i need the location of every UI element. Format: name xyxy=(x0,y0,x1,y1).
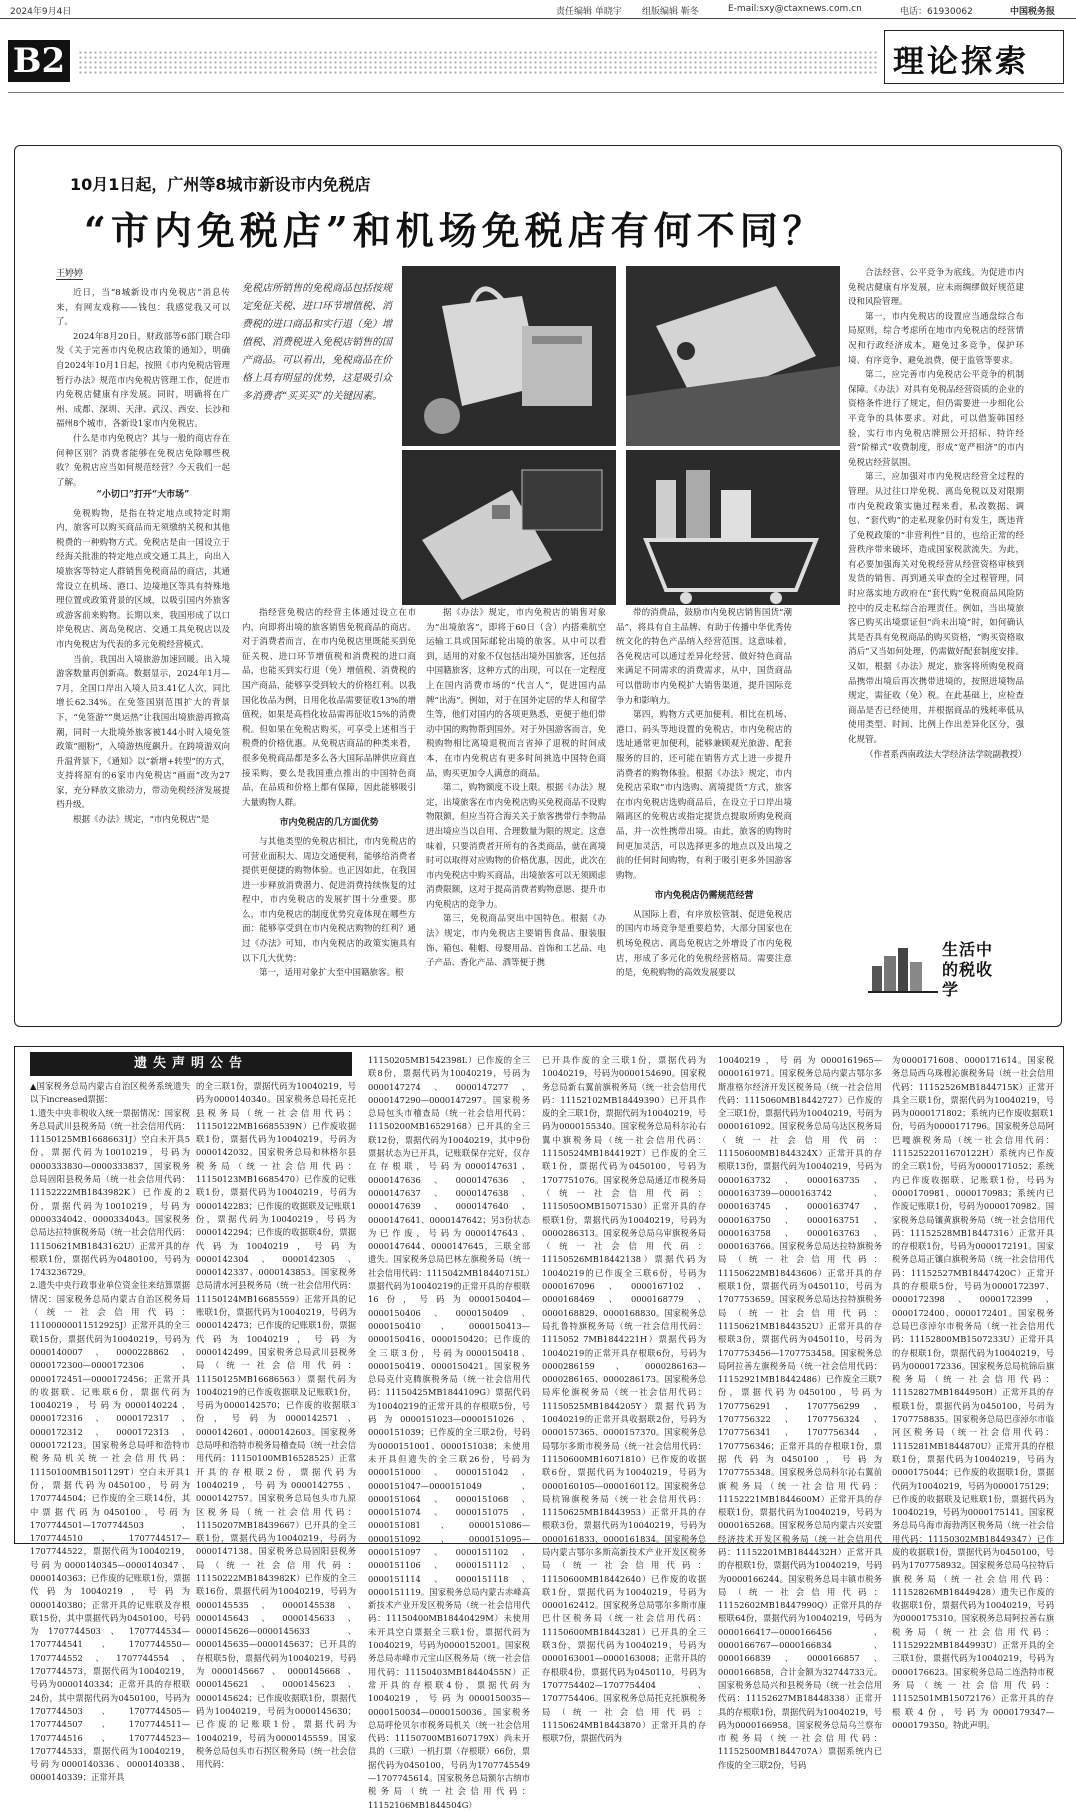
shopping-bag-illustration xyxy=(402,266,616,446)
article-col5 xyxy=(848,266,1027,918)
col5-para: 第二，应完善市内免税店公平竞争的机制保障。《办法》对具有免税品经营资质的企业的资格条件进行了规定，但仍需要进一步细化公平竞争的具体要求。对此，可以借鉴韩国经验，实行市内免税店牌照公开招标、特许经营“阶梯式”收费制度，形成“宽严相济”的市内免税店经营氛围。 xyxy=(848,370,1024,468)
col4-para: 第四，购物方式更加便利。相比在机场、港口、码头等地设置的免税店，市内免税店的选址通常更加便利，能够兼顾观光旅游、配套服务的目的，还可能在销售方式上进一步提升消费者的购物体验。根据《办法》规定，市内免税店采取“市内选购、离境提货”方式，旅客在市内免税店选购商品后，在设立于口岸出境隔离区的免税店或指定提货点提取所购免税商品，并一次性携带出境。由此，旅客的购物时间更加灵活，可以选择更多的地点以及出境之前的任何时间购物，有利于吸引更多外国游客购物。 xyxy=(616,710,792,881)
layout-label-text: 组版编辑 xyxy=(642,7,679,17)
city-skyline-icon xyxy=(868,936,938,996)
col1-heading: “小切口”打开“大市场” xyxy=(96,490,190,500)
col4-heading: 市内免税店仍需规范经营 xyxy=(654,891,754,902)
header-email: E-mail:sxy@ctaxnews.com.cn xyxy=(728,4,862,14)
notice-para: 10040219，号码为0000161965—0000161971。国家税务总局内蒙古鄂尔多斯准格尔经济开发区税务局（统一社会信用代码：1115060MB18442727）已作废的全三联1份，票据代码为10040219，号码为0000161092。国家税务总局乌达区税务局（统一社会信用代码：11150600MB1844324X）正常开具的存根联13份，票据代码为10040219，号码为0000163732、0000163735、0000163739—0000163742、0000163745、0000163747、0000163750、0000163751、0000163758、0000163763、0000163766。国家税务总局达拉特旗税务局（统一社会信用代码：11150622MB18443606）正常开具的存根联1份，票据代码为0450110，号码为1707753659。国家税务总局达拉特旗税务局（统一社会信用代码：11150621MB1844352U）正常开具的存根联3份，票据代码为0450110，号码为1707753456—1707753458。国家税务总局阿拉善左旗税务局（统一社会信用代码：11152921MB18442486）已作废全三联7份，票据代码为0450100，号码为1707756291、1707756299、1707756322、1707756324、1707756341、1707756344、1707756346；正常开具的存根联1份，票据代码为0450100，号码为1707755348。国家税务总局科尔沁右翼前旗税务局（统一社会信用代码：11152221MB1844600M）正常开具的存根联1份，票据代码为10040219，号码为0000165268。国家税务总局内蒙古兴安盟经济技术开发区税务局（统一社会信用代码：11152201MB1844432H）正常开具的存根联1份，票据代码为10040219，号码为0000166244。国家税务总局丰镇市税务局（统一社会信用代码：11152602MB18447990Q）正常开具的存根联64份，票据代码为10040219，号码为0000166417—0000166456、0000166767—0000166834、0000166839、0000166857、0000166858，合计金额为32744733元。国家税务总局兴和县税务局（统一社会信用代码：11152627MB18448338）正常开具的存根联1份，票据代码为10040219，号码为0000166958。国家税务总局乌兰察布市税务局（统一社会信用代码：11152500MB1844707A）票据系统内已作废的全三联2份，号码 xyxy=(718,1055,882,1770)
col2b-para: 第一，适用对象扩大至中国籍旅客。根 xyxy=(259,968,404,979)
credit-card-icon xyxy=(402,450,616,605)
col4b-para: 从国际上看，有序放松管制、促进免税店的国内市场竞争是重要趋势，大部分国家也在机场免税店、离岛免税店之外增设了市内免税店，形成了多元化的免税经营格局。需要注意的是，免税购物的高效发展要以 xyxy=(616,909,792,979)
notice-col6 xyxy=(892,1054,1054,1730)
notice-col2 xyxy=(196,1080,356,1770)
col5-para: 合法经营、公平竞争为底线。为促进市内免税店健康有序发展，应未雨绸缪做好规范建设和风险管理。 xyxy=(848,268,1024,308)
col2-heading: 市内免税店的几方面优势 xyxy=(279,818,379,829)
header-phone: 电话：61930062 xyxy=(900,7,973,17)
col1b-para: 当前，我国出入境旅游加速回暖。出入境游客数量再创新高。数据显示，2024年1月—7月，全国口岸出入境人员3.41亿人次，同比增长62.34%。在免签国别范围扩大的背景下，“免签游”“奥运热”让我国出境旅游再掀高潮，同时一大批境外旅客被144小时入境免签政策“圈粉”，入境游热度飙升。在跨境游双向升温背景下，《通知》以“新增+转型”的方式，支持将原有的6家市内免税店“画面”改为27家，充分释放文旅动力，带动免税经济发展提档升级。 xyxy=(56,654,230,811)
col1b-para: 免税购物，是指在特定地点或特定时期内，旅客可以购买商品而无须缴纳关税和其他税费的一种购物方式。免税店是由一国设立于经海关批准的特定地点或交通工具上，向出入境旅客等特定人群销售免税商品的商店，其通常设立在机场、港口、边境地区等具有特殊地理位置或政策背景的区域，以吸引国内外旅客或游客前来购物。长期以来，我国形成了以口岸免税店、离岛免税店、交通工具免税店以及市内免税店为代表的多元免税经营模式。 xyxy=(56,508,230,650)
notice-para: 11150205MB1542398L）已作废的全三联8份，票据代码为10040219，号码为0000147274、0000147277、0000147290—0000147297。国家税务总局包头市稽查局（统一社会信用代码：11150200MB16529168）已开具的全三联12份，票据代码为10040219，其中9份票据状态为已开具，记账联保存完好，仅存在存根联，号码为0000147631、0000147636、0000147636、0000147637、0000147638、0000147639、0000147640、0000147641、0000147642；另3份状态为已作废，号码为0000147643、0000147644、0000147645，三联全部遗失。国家税务总局巴林左旗税务局（统一社会信用代码：1115042MB18440715L）票据代码为10040219的正常开具的存根联16份，号码为0000150404—0000150406、0000150409、0000150410、0000150413—0000150416、0000150420；已作废的全三联3份，号码为0000150418、0000150419、0000150421。国家税务总局克什克腾旗税务局（统一社会信用代码：11150425MB1844109G）票据代码为10040219的正常开具的存根联5份，号码为0000151023—0000151026、0000151039；已作废的全三联2份，号码为0000151001、0000151038；未使用未开具但遗失的全三联26份，号码为0000151000、0000151042、0000151047—0000151049、0000151064、0000151068、0000151074、0000151075、0000151081、0000151086—0000151092、0000151095—0000151097、0000151102、0000151106、0000151112、0000151114、0000151118、0000151119。国家税务总局内蒙古赤峰高新技术产业开发区税务局（统一社会信用代码：11150400MB18440429M）未使用未开具空白票据全三联1份，票据代码为10040219，号码为0000152001。国家税务总局赤峰市元宝山区税务局（统一社会信用代码：11150403MB18440455N）正常开具的存根联4份，票据代码为10040219，号码为0000150035—0000150034—0000150036。国家税务总局呼伦贝尔市税务局机关（统一社会信用代码：11150700MB1607179X）尚未开具的（三联）一机打票（存根联）66份，票据代码为0450100，号码为1707745549—1707745614。国家税务总局额尔古纳市税务局（统一社会信用代码：11152106MB1844504G） xyxy=(368,1055,530,1810)
col5-para: 第一，市内免税店的设置应当通盘综合布局原则，综合考虑所在地市内免税店的经营情况和行政经济成本，避免过多竞争，保护环境、有序竞争、避免浪费，便于监管等要求。 xyxy=(848,311,1024,366)
editor-label-text: 责任编辑 xyxy=(556,7,593,17)
col2-para: 指经营免税店的经营主体通过设立在市内，向即将出境的旅客销售免税商品的商店。对于消费者而言，在市内免税店里既能买到免征关税、进口环节增值税和消费税的进口商品，也能买到实行退（免）增值税、消费税的国产商品，能够享受到较大的价格红利。以我国化妆品为例，日用化妆品需要征收13%的增值税，如果是高档化妆品需再征收15%的消费税。但如果在免税店购买，可享受上述相当于税费的价格优惠。从免税店商品的种类来看，很多免税商品都是多么各大国际品牌供应商直接采购，要么是我国重点推出的中国特色商品，在品质和价格上都有保障，因此能够吸引大量购物人群。 xyxy=(242,608,416,808)
notice-col1 xyxy=(30,1080,190,1783)
article-col3 xyxy=(426,606,606,1022)
col1b-para: 根据《办法》规定，“市内免税店”是 xyxy=(73,815,210,826)
notice-para: 为0000171608、0000171614。国家税务总局西乌珠穆沁旗税务局（统一社会信用代码：11152526MB1844715K）正常开具全三联1份，票据代码为10040219，号码为0000171802；系统内已作废收据联1份，号码为0000171796。国家税务总局阿巴嘎旗税务局（统一社会信用代码：11152522011670122H）系统内已作废的全三联1份，号码为0000171052；系统内已作废收据联、记账联1份，号码为0000170981、0000170983；系统内已作废记账联1份，号码为0000170982。国家税务总局镶黄旗税务局（统一社会信用代码：11152528MB18447316）正常开具的存根联1份，号码为0000172191。国家税务总局正镶白旗税务局（统一社会信用代码：11152527MB18447420C）正常开具的存根联5份，号码为0000172397、0000172398、0000172399、0000172400、0000172401。国家税务总局巴彦淖尔市税务局（统一社会信用代码：11152800MB1507233U）正常开具的存根联1份，票据代码为10040219，号码为0000172336。国家税务总局杭锦后旗税务局（统一社会信用代码：11152827MB1844950H）正常开具的存根联1份，票据代码为0450100，号码为1707758835。国家税务总局巴彦淖尔市临河区税务局（统一社会信用代码：1115281MB1844870U）正常开具的存根联1份，票据代码为10040219，号码为0000175044；已作废的收据联1份，票据代码为10040219，号码为0000175129；已作废的收据联及记账联1份，票据代码为10040219，号码为0000175141。国家税务总局乌海市海勃湾区税务局（统一社会信用代码：11150302MB18449347）已作废的收据联1份，票据代码为0450100，号码为1707758932。国家税务总局乌拉特后旗税务局（统一社会信用代码：11152826MB18449428）遗失已作废的收据联1份，票据代码为10040219，号码为0000175310。国家税务总局阿拉善右旗税务局（统一社会信用代码：11152922MB1844993U）正常开具的全三联1份，票据代码为10040219，号码为0000176623。国家税务总局二连浩特市税务局（统一社会信用代码：11152501MB15072176）正常开具的存根联4份，号码为0000179347—0000179350。特此声明。 xyxy=(892,1055,1054,1730)
header-date: 2024年9月4日 xyxy=(10,7,72,17)
column-badge xyxy=(868,930,1018,1000)
cart-illustration xyxy=(626,450,840,605)
col3-para: 第三，免税商品突出中国特色。根据《办法》规定，市内免税店主要销售食品、服装服饰、箱包、鞋帽、母婴用品、首饰和工艺品、电子产品、香化产品、酒等便于携 xyxy=(426,914,606,969)
shopping-cart-icon xyxy=(626,450,840,605)
section-banner xyxy=(884,30,1064,84)
article-title: “市内免税店”和机场免税店有何不同？ xyxy=(84,208,826,253)
section-rule xyxy=(8,92,1064,93)
newspaper-name: 中国税务报 xyxy=(1010,7,1056,17)
notice-title: 遗失声明公告 xyxy=(30,1052,352,1076)
col3-para: 据《办法》规定，市内免税店的销售对象为“出境旅客”，即将于60日（含）内搭乘航空运输工具或国际邮轮出境的旅客。从中可以看到，适用的对象不仅包括出境外国旅客，还包括中国籍旅客，这种方式的出现，可以在一定程度上在国内消费市场的“代言人”，促进国内品牌“出海”。例如，对于在国外定居的华人和留学生等，他们对国内的各项更熟悉，更便于他们带动中国的购物帮到国外。对于外国游客而言，免税购物相比离境退税而言省掉了退税的时间成本，在市内免税店有更多时间挑选中国特色商品，购买更加令人满意的商品。 xyxy=(426,608,606,779)
col5-para: 第三，应加强对市内免税店经营全过程的管理。从过往口岸免税、离岛免税以及对限期市内免税政策实施过程来看，私改数据、调包、“套代购”的走私现象仍时有发生，既违背了免税政策的“非营利性”目的，也给正常的经营秩序带来破坏，造成国家税款流失。为此，有必要加强海关对免税经营从经营资格审核到发货的销售、再到通关审查的全过程管理，同时应落实地方政府在“套代购”免税商品风险防控中的反走私综合治理责任。例如，当出境旅客已购买出境票证但“尚未出境”时，如何确认其是否具有免税商品的购买资格，“购买资格取消后”又当如何处理，仍需做好配套制度安排。又如，根据《办法》规定，旅客将所购免税商品携带出境后再次携带进境的，按照进境物品规定，需征收（免）税。在此基础上，应检查商品是否已经使用，并根据商品的残耗率低从使用类型、时间、比例上作出差异化区分，强化规管。 xyxy=(848,472,1024,745)
notice-col5 xyxy=(718,1054,882,1770)
notice-para: ▲国家税务总局内蒙古自治区税务系统遗失以下increased票据： xyxy=(30,1081,190,1105)
page-number: B2 xyxy=(8,40,70,82)
article-col1 xyxy=(56,286,230,488)
col2b-para: 与其他类型的免税店相比，市内免税店的可营业面积大、周边交通便利，能够给消费者提供更便捷的购物体验。也正因如此，在我国进一步释放消费潜力、促进消费持续恢复的过程中，市内免税店的发展扩围十分重要。那么，市内免税店的制度优势究竟体现在哪些方面：能够享受到在市内免税店购物的红利？通过《办法》可知，市内免税店的政策实施具有以下几大优势： xyxy=(242,836,416,964)
header-rule xyxy=(0,18,1076,19)
badge-text: 生活中的税收学 xyxy=(942,940,994,999)
section-title: 理论探索 xyxy=(893,44,1029,80)
col1-para: 近日，当“8城新设市内免税店”消息传来，有网友戏称——钱包：我感觉我又可以了。 xyxy=(56,288,230,328)
notice-para: 的全三联1份，票据代码为10040219，号码为0000140340。国家税务总局托克托县税务局（统一社会信用代码：11150122MB16685539N）已作废收据联1份，票据代码为10040219，号码为0000142032。国家税务总局和林格尔县税务局（统一社会信用代码：11150123MB16685470）已作废的记账联1份，票据代码为10040219，号码为0000142283；已作废的收据联及记账联1份，票据代码为10040219，号码为0000142294；已作废的收据联4份，票据代码为10040219，号码为0000142304、0000142305、0000142337、0000143853。国家税务总局清水河县税务局（统一社会信用代码：11150124MB16685559）正常开具的记账联1份，票据代码为10040219，号码为0000142473；已作废的记账联1份，票据代码为10040219，号码为0000142499。国家税务总局武川县税务局（统一社会信用代码：11150125MB16686563）票据代码为10040219的已作废收据联及记账联1份，号码为0000142570；已作废的收据联3份，号码为0000142571、0000142601、0000142603。国家税务总局呼和浩特市税务局稽查局（统一社会信用代码：11150100MB16528525）正常开具的存根联2份，票据代码为10040219，号码为0000142755、0000142757。国家税务总局包头市九原区税务局（统一社会信用代码：11150207MB18439667）已开具的全三联1份，票据代码为10040219，号码为0000147138。国家税务总局固阳县税务局（统一社会信用代码：11150222MB1843982K）已作废的全三联16份，票据代码为10040219，号码为0000145535、0000145538、0000145643、0000145633、0000145626—0000145633、0000145635—0000145637；已开具的存根联5份，票据代码为10040219，号码为0000145667、0000145668、0000145621、0000145623、0000145624；已作废收据联1份，票据代码为10040219，号码为0000145630；已作废的记账联1份，票据代码为10040219，号码为0000145559。国家税务总局包头市石拐区税务局（统一社会信用代码： xyxy=(196,1081,356,1770)
article-pullquote: 免税店所销售的免税商品包括按规定免征关税、进口环节增值税、消费税的进口商品和实行退（免）增值税、消费税进入免税店销售的国产商品。可以看出，免税商品在价格上具有明显的优势，这是吸引众多消费者“买买买”的关键因素。 xyxy=(242,283,392,402)
notice-para: 已开具作废的全三联1份，票据代码为10040219，号码为0000154690。国家税务总局新右翼前旗税务局（统一社会信用代码：11152102MB18449390）已开具作废的全三联1份，票据代码为10040219，号码为0000155340。国家税务总局科尔沁右翼中旗税务局（统一社会信用代码：11150524MB1844192T）已作废的全三联1份，票据代码为0450100，号码为1707751076。国家税务总局通辽市税务局（统一社会信用代码：1115050OMB15071530）正常开具的存根联1份，票据代码为10040219，号码为0000286313。国家税务总局乌审旗税务局（统一社会信用代码：11150526MB18442138）票据代码为10040219的已作废全三联6份，号码为0000167096、0000167102、0000168469、0000168779、0000168829、0000168830。国家税务总局扎鲁特旗税务局（统一社会信用代码：1115052 7MB1844221H）票据代码为10040219的正常开具存根联6份，号码为0000286159、0000286163—0000286165、0000286173。国家税务总局库伦旗税务局（统一社会信用代码：11150525MB1844205Y）票据代码为10040219的正常开具收据联2份，号码为0000157365、0000157370。国家税务总局鄂尔多斯市税务局（统一社会信用代码：11150600MB16071810）已作废的收据联6份，票据代码为10040219，号码为0000160105—0000160112。国家税务总局杭锦旗税务局（统一社会信用代码：11150625MB18443953）正常开具的存根联3份，票据代码为10040219，号码为0000161833、0000161834。国家税务总局内蒙古鄂尔多斯高新技术产业开发区税务局（统一社会信用代码：11150600MB18442640）已作废的收据联1份，票据代码为10040219，号码为0000162412。国家税务总局鄂尔多斯市康巴什区税务局（统一社会信用代码：11150600MB18443281）已开具的全三联3份，票据代码为10040219，号码为0000163001—0000163008；正常开具的存根联4份，票据代码为0450110，号码为1707754402—1707754404、1707754406。国家税务总局托克托旗税务局（统一社会信用代码：11150624MB18443870）正常开具的存根联7份，票据代码为 xyxy=(542,1055,706,1744)
article-col4 xyxy=(616,606,792,1022)
shopping-bag-icon xyxy=(402,266,616,446)
card-illustration xyxy=(402,450,616,605)
article-author: 王婷婷 xyxy=(56,266,83,280)
layout-name: 靳冬 xyxy=(680,7,699,17)
article-subtitle: 10月1日起，广州等8城市新设市内免税店 xyxy=(70,175,371,194)
col1-para: 什么是市内免税店？其与一般的商店存在何种区别？消费者能够在免税店免除哪些税收？免税店应当如何规范经营？今天我们一起了解。 xyxy=(56,433,230,488)
notice-col3 xyxy=(368,1054,530,1810)
notice-para: 2.遗失中央行政事业单位资金往来结算票据情况：国家税务总局内蒙古自治区税务局（统一社会信用代码：11100000011512925J）正常开具的全三联15份，票据代码为10040219，号码为0000140007、0000228862、0000172300—0000172306、0000172451—0000172456；正常开具的收据联、记账联6份，票据代码为10040219，号码为0000140224、0000172316、0000172317、0000172312、0000172313、0000172123。国家税务总局呼和浩特市税务局机关统一社会信用代码：11150100MB1501129T）空白未开具1份，票据代码为0450100，号码为1707744504；已作废的全三联14份，其中票据代码为0450100，号码为1707744501—1707744503、1707744510、1707744517—1707744522，票据代码为10040219，号码为0000140345—0000140347、0000140363；已作废的记账联1份，票据代码为10040219，号码为0000140380；正常开具的记账联及存根联15份，其中票据代码为0450100，号码为1707744503、1707744534—1707744541、1707744550—1707744552、1707744554、1707744573，票据代码为10040219，号码为0000140334；正常开具的存根联24份，其中票据代码为0450100，号码为1707744503、1707744505—1707744507、1707744511—1707744516、1707744523—1707744533，票据代码为10040219，号码为0000140336、0000140338、0000140339；正常开具 xyxy=(30,1280,190,1783)
editor-label xyxy=(556,4,622,17)
col1-para: 2024年8月20日，财政部等6部门联合印发《关于完善市内免税店政策的通知》，明确自2024年10月1日起，按照《市内免税店管理暂行办法》规范市内免税店管理工作，促进市内免税店健康有序发展。同时，明确将在广州、成都、深圳、天津、武汉、西安、长沙和福州8个城市，各新设1家市内免税店。 xyxy=(56,331,230,430)
col4-para: 带的消费品，鼓励市内免税店销售国货“潮品”，将具有自主品牌、有助于传播中华优秀传统文化的特色产品纳入经营范围。这意味着，各免税店可以通过差异化经营、做好特色商品来满足不同需求的消费需求，从中，国货商品可以借助市内免税扩大销售渠道，提升国际竞争力和影响力。 xyxy=(616,608,792,706)
tag-illustration xyxy=(626,266,840,446)
article-col1b xyxy=(56,482,230,1022)
col5-para: （作者系西南政法大学经济法学院副教授） xyxy=(865,749,1027,760)
article-col2 xyxy=(242,606,416,1022)
layout-editor xyxy=(642,4,699,17)
editor-name: 单晓宇 xyxy=(594,7,622,17)
col3-para: 第二，购物额度不设上限。根据《办法》规定，出境旅客在市内免税店购买免税商品不设购物限额，但应当符合海关关于旅客携带行李物品进出境应当以自用、合理数量为限的规定。这意味着，只要消费者开所有的各类商品，就在离境时可以取得对应购物的价格优惠，因此，此次在市内免税店中购买商品，出境旅客可以无须顾虑消费限额，这对于提高消费者购物意愿、提升市内免税店的竞争力。 xyxy=(426,783,606,910)
notice-col4 xyxy=(542,1054,706,1744)
header-pattern xyxy=(78,50,878,74)
price-tag-icon xyxy=(626,266,840,446)
notice-para: 1.遗失中央非税收入统一票据情况：国家税务总局武川县税务局（统一社会信用代码：11150125MB16686631J）空白未开具5份，票据代码为10010219，号码为0000333830—0000333837，国家税务总局固阳县税务局（统一社会信用代码：11152222MB1843982K）已作废的2份，票据代码为10010219，号码为0000334042、0000334043。国家税务总局达拉特旗税务局（统一社会信用代码：11150621MB1843162U）正常开具的存根联1份，票据代码为0480100，号码为1743236729。 xyxy=(30,1107,190,1278)
